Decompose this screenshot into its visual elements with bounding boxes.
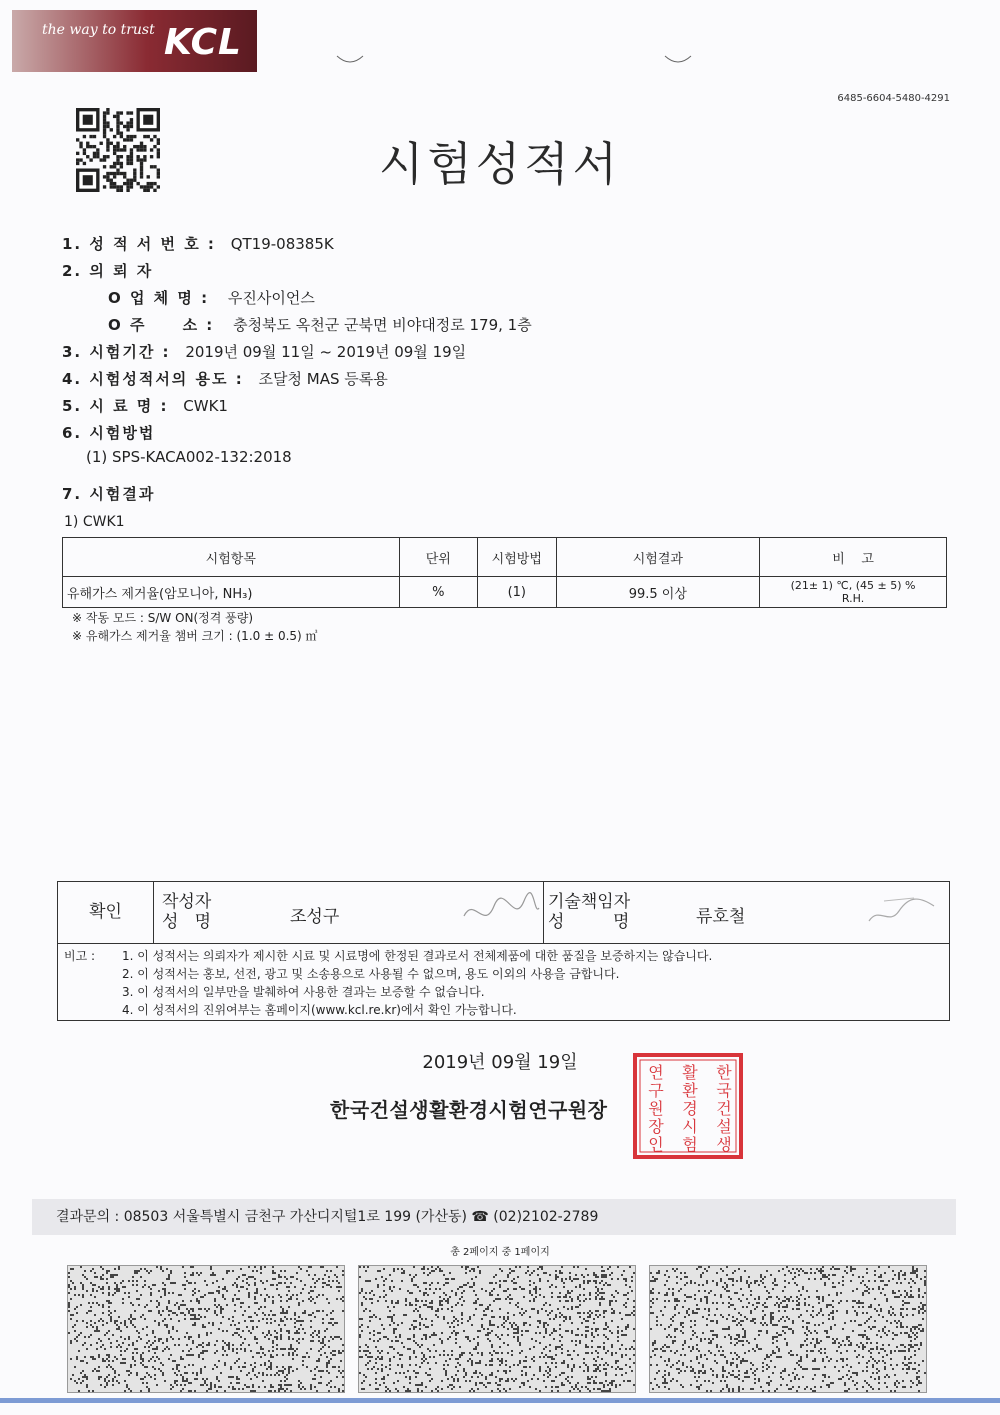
- cell-unit: %: [399, 577, 477, 608]
- signature-row: [58, 882, 949, 944]
- period-label: 3. 시험기간 :: [62, 343, 171, 361]
- company-name: 우진사이언스: [227, 289, 315, 307]
- table-row: [63, 577, 947, 608]
- sample-row: [62, 396, 228, 416]
- cell-test-item: 유해가스 제거율(암모니아, NH₃): [63, 577, 400, 608]
- svg-text:한: 한: [716, 1063, 732, 1082]
- svg-text:환: 환: [682, 1081, 698, 1100]
- svg-text:건: 건: [716, 1099, 732, 1118]
- address-label: O 주 소 :: [108, 316, 215, 334]
- report-number-row: [62, 234, 334, 254]
- tech-manager-signature: [864, 886, 944, 936]
- remark-1: 1. 이 성적서는 의뢰자가 제시한 시료 및 시료명에 한정된 결과로서 전체제품에 대한 품질을 보증하지는 않습니다.: [122, 949, 713, 963]
- svg-text:국: 국: [716, 1081, 732, 1100]
- company-label: O 업 체 명 :: [108, 289, 210, 307]
- purpose: 조달청 MAS 등록용: [258, 370, 388, 388]
- table-header-row: [63, 538, 947, 577]
- logo-tagline: the way to trust: [42, 22, 155, 38]
- svg-text:원: 원: [648, 1099, 664, 1118]
- remark-rh: R.H.: [841, 592, 865, 605]
- note-chamber-size: ※ 유해가스 제거율 챔버 크기 : (1.0 ± 0.5) ㎥: [72, 629, 318, 643]
- contact-info: 결과문의 : 08503 서울특별시 금천구 가산디지털1로 199 (가산동) ☎ (02)2102-2789: [32, 1199, 956, 1235]
- tech-manager-cell: [544, 882, 949, 943]
- tech-manager-label: 기술책임자 성 명: [548, 892, 631, 932]
- security-pattern-3: [649, 1265, 927, 1393]
- svg-text:경: 경: [682, 1099, 698, 1118]
- sample-name: CWK1: [183, 397, 228, 415]
- writer-cell: [154, 882, 544, 943]
- client-label: 2. 의 뢰 자: [62, 262, 154, 280]
- official-seal: [632, 1052, 744, 1160]
- svg-text:인: 인: [648, 1135, 664, 1154]
- issue-date: 2019년 09월 19일: [422, 1052, 578, 1073]
- writer-label: 작성자 성 명: [162, 892, 212, 932]
- result-label: 7. 시험결과: [62, 485, 156, 503]
- tech-manager-name: 류호철: [696, 907, 746, 927]
- cell-remark: [760, 577, 947, 608]
- bottom-rule: [0, 1398, 1000, 1403]
- svg-text:활: 활: [682, 1063, 698, 1082]
- svg-text:험: 험: [682, 1135, 698, 1154]
- purpose-row: [62, 369, 388, 389]
- security-pattern-1: [67, 1265, 345, 1393]
- header-method: 시험방법: [478, 538, 557, 577]
- writer-signature: [454, 886, 544, 938]
- sample-label: 5. 시 료 명 :: [62, 397, 169, 415]
- remark-4: 4. 이 성적서의 진위여부는 홈페이지(www.kcl.re.kr)에서 확인 가능합니다.: [122, 1003, 517, 1017]
- test-period: 2019년 09월 11일 ~ 2019년 09월 19일: [185, 343, 467, 361]
- report-number: QT19-08385K: [230, 235, 334, 253]
- svg-text:시: 시: [682, 1117, 698, 1136]
- confirm-label: 확인: [58, 882, 154, 943]
- cell-method: (1): [478, 577, 557, 608]
- organization-name: 한국건설생활환경시험연구원장: [330, 1098, 608, 1122]
- company-row: [108, 288, 315, 308]
- header-unit: 단위: [399, 538, 477, 577]
- address-row: [108, 315, 532, 335]
- logo-brand: KCL: [164, 22, 242, 63]
- remark-2: 2. 이 성적서는 홍보, 선전, 광고 및 소송용으로 사용될 수 없으며, 용도 이외의 사용을 금합니다.: [122, 967, 620, 981]
- cell-result: 99.5 이상: [556, 577, 760, 608]
- header-remark: 비 고: [760, 538, 947, 577]
- remark-label: 비고 :: [64, 949, 96, 963]
- method-label: 6. 시험방법: [62, 424, 156, 442]
- note-operation-mode: ※ 작동 모드 : S/W ON(정격 풍량): [72, 611, 254, 625]
- svg-text:생: 생: [716, 1135, 732, 1154]
- page-title: 시험성적서: [378, 137, 622, 191]
- svg-text:구: 구: [648, 1081, 664, 1100]
- kcl-logo: [12, 10, 257, 72]
- svg-text:장: 장: [648, 1117, 664, 1136]
- address: 충청북도 옥천군 군북면 비야대정로 179, 1층: [233, 316, 532, 334]
- period-row: [62, 342, 466, 362]
- result-subtitle: 1) CWK1: [64, 514, 125, 530]
- signature-box: [57, 881, 950, 1021]
- svg-text:연: 연: [648, 1063, 664, 1082]
- header-result: 시험결과: [556, 538, 760, 577]
- report-number-label: 1. 성 적 서 번 호 :: [62, 235, 216, 253]
- remark-3: 3. 이 성적서의 일부만을 발췌하여 사용한 결과는 보증할 수 없습니다.: [122, 985, 485, 999]
- document-number: 6485-6604-5480-4291: [837, 93, 950, 104]
- punch-hole-marks: [325, 40, 725, 70]
- security-pattern-2: [358, 1265, 636, 1393]
- header-test-item: 시험항목: [63, 538, 400, 577]
- writer-name: 조성구: [290, 907, 340, 927]
- results-table: [62, 537, 947, 608]
- method-value: (1) SPS-KACA002-132:2018: [86, 448, 292, 466]
- page-number: 총 2페이지 중 1페이지: [450, 1247, 550, 1258]
- purpose-label: 4. 시험성적서의 용도 :: [62, 370, 244, 388]
- svg-text:설: 설: [716, 1117, 732, 1136]
- remark-condition: (21± 1) ℃, (45 ± 5) %: [790, 579, 916, 592]
